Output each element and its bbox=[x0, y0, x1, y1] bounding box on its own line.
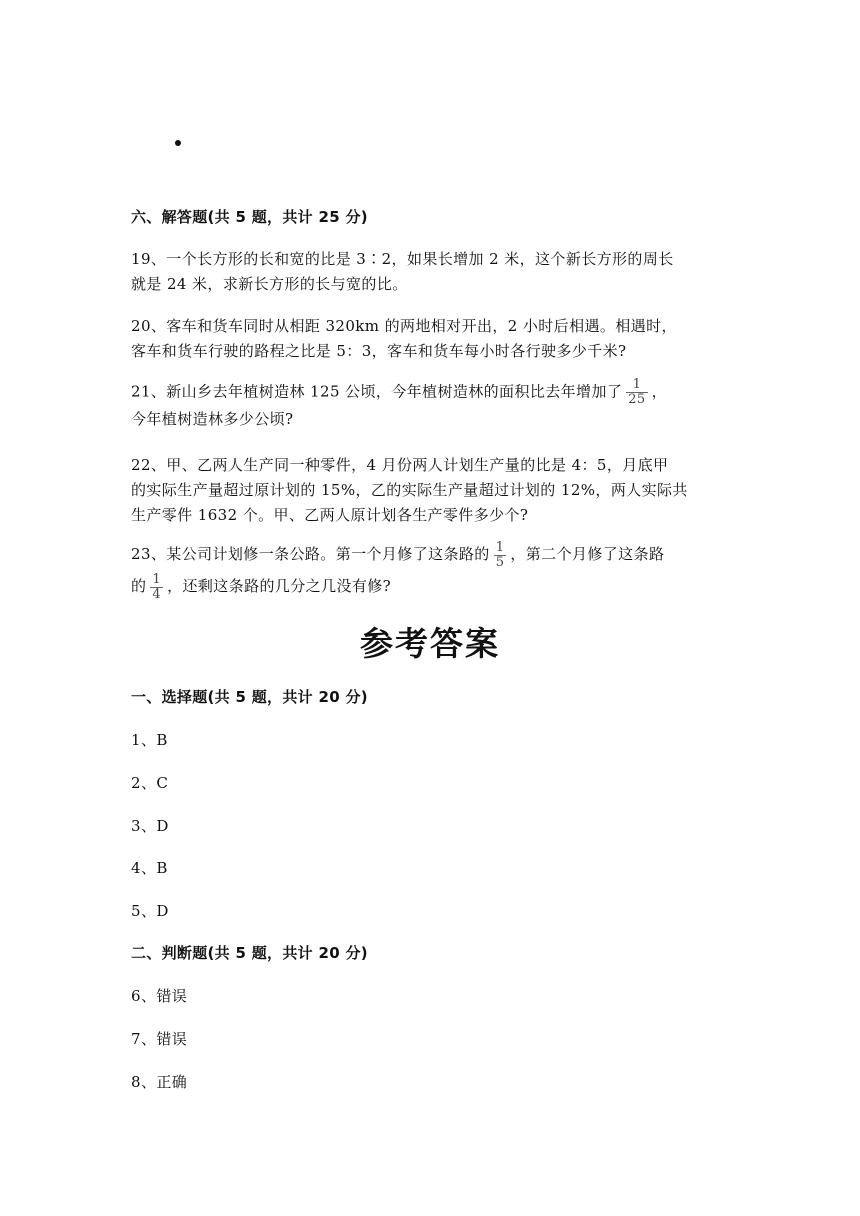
question-19-line-2: 就是 24 米，求新长方形的长与宽的比。 bbox=[131, 275, 408, 293]
question-21-text-a: 21、新山乡去年植树造林 125 公顷，今年植树造林的面积比去年增加了 bbox=[131, 382, 623, 401]
fraction-numerator: 1 bbox=[626, 378, 647, 393]
answer-2: 2、C bbox=[131, 774, 169, 792]
question-23-text-d: ，还剩这条路的几分之几没有修? bbox=[167, 577, 392, 595]
fraction-1-5 bbox=[494, 541, 507, 570]
question-20-line-1: 20、客车和货车同时从相距 320km 的两地相对开出，2 小时后相遇。相遇时， bbox=[131, 317, 677, 335]
answer-4: 4、B bbox=[131, 859, 168, 877]
fraction-denominator: 25 bbox=[628, 392, 646, 407]
fraction-denominator: 4 bbox=[152, 586, 162, 602]
question-22-line-3: 生产零件 1632 个。甲、乙两人原计划各生产零件多少个? bbox=[131, 506, 529, 524]
question-23-text-c: 的 bbox=[131, 577, 147, 595]
question-23-line-1 bbox=[131, 538, 731, 570]
bullet-mark bbox=[175, 140, 181, 146]
answer-5: 5、D bbox=[131, 902, 169, 920]
fraction-1-25 bbox=[626, 378, 647, 407]
question-21-line-2: 今年植树造林多少公顷? bbox=[131, 410, 294, 428]
answer-7: 7、错误 bbox=[131, 1030, 188, 1048]
question-21-line-1 bbox=[131, 378, 731, 407]
answer-3: 3、D bbox=[131, 817, 169, 835]
question-20-line-2: 客车和货车行驶的路程之比是 5：3，客车和货车每小时各行驶多少千米? bbox=[131, 342, 627, 360]
fraction-numerator: 1 bbox=[152, 571, 162, 587]
question-19-line-1: 19、一个长方形的长和宽的比是 3∶2，如果长增加 2 米，这个新长方形的周长 bbox=[131, 250, 674, 268]
question-22 bbox=[131, 453, 731, 528]
question-23-line-2 bbox=[131, 570, 731, 602]
answers-title: 参考答案 bbox=[360, 624, 500, 663]
fraction-denominator: 5 bbox=[495, 554, 505, 570]
section-1-heading: 一、选择题(共 5 题，共计 20 分) bbox=[131, 688, 368, 706]
question-19 bbox=[131, 247, 731, 297]
fraction-numerator: 1 bbox=[495, 539, 505, 555]
question-22-line-2: 的实际生产量超过原计划的 15%，乙的实际生产量超过计划的 12%，两人实际共 bbox=[131, 481, 688, 499]
question-23-text-a: 23、某公司计划修一条公路。第一个月修了这条路的 bbox=[131, 545, 490, 563]
answer-6: 6、错误 bbox=[131, 987, 188, 1005]
fraction-1-4 bbox=[150, 573, 163, 602]
question-21-text-b: ， bbox=[651, 382, 668, 401]
section-6-heading: 六、解答题(共 5 题，共计 25 分) bbox=[131, 208, 368, 226]
answer-1: 1、B bbox=[131, 731, 168, 749]
question-20 bbox=[131, 314, 731, 364]
answer-8: 8、正确 bbox=[131, 1073, 188, 1091]
section-2-heading: 二、判断题(共 5 题，共计 20 分) bbox=[131, 944, 368, 962]
question-21 bbox=[131, 378, 731, 432]
question-23-text-b: ，第二个月修了这条路 bbox=[510, 545, 665, 563]
question-23 bbox=[131, 538, 731, 602]
question-22-line-1: 22、甲、乙两人生产同一种零件，4 月份两人计划生产量的比是 4：5，月底甲 bbox=[131, 456, 669, 474]
